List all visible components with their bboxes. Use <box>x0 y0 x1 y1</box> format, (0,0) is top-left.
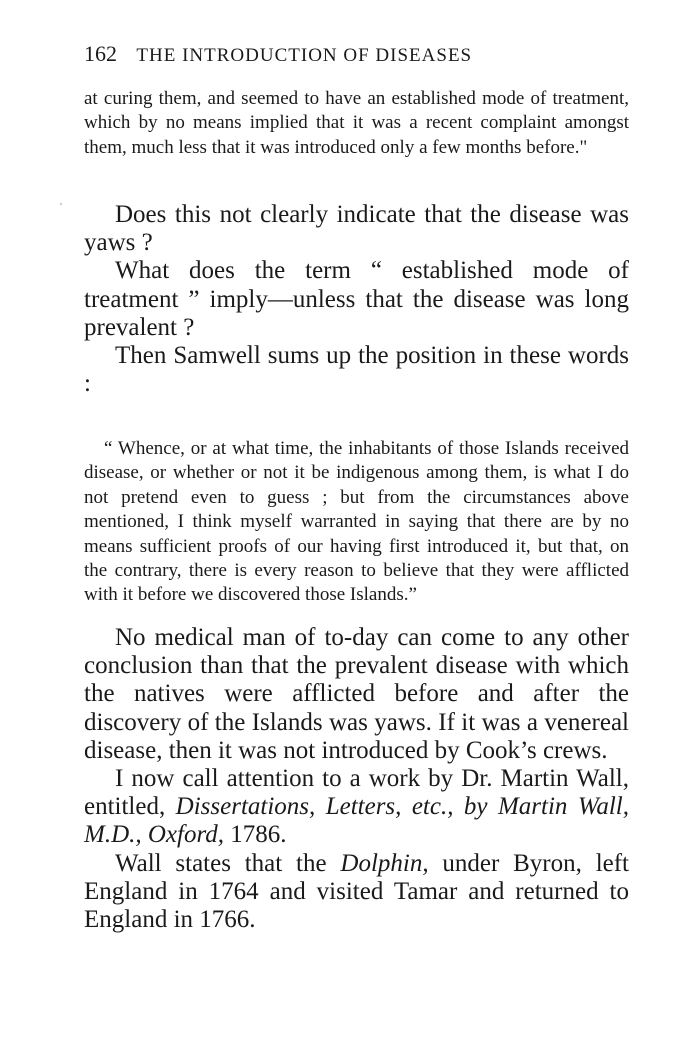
ship-name: Dolphin, <box>340 849 429 877</box>
paragraph: Then Samwell sums up the position in these words : <box>84 342 629 398</box>
running-header <box>84 41 644 67</box>
book-title: Dissertations, Letters, etc., by Martin Wall, M.D., Oxford, <box>84 793 629 849</box>
quote-continuation <box>84 87 629 160</box>
text-run: under Byron, left England in 1764 and visited Tamar and returned to England in 1766. <box>84 849 630 934</box>
page-number: 162 <box>84 41 117 66</box>
block-quote-text: “ Whence, or at what time, the inhabitants of those Islands received disease, or whether or not it be indigenous among them, is what I do not pretend even to guess ; but from the circumstances above mentioned, I think myself warranted in saying that there are by no means sufficient proofs of our having first introduced it, but that, on the contrary, there is every reason to believe that they were afflicted with it before we discovered those Islands.” <box>84 438 629 606</box>
stray-mark: ' <box>60 201 62 213</box>
body-section-1 <box>84 201 629 398</box>
paragraph <box>84 850 629 935</box>
quote-continuation-text: at curing them, and seemed to have an established mode of treatment, which by no means implied that it was a recent complaint amongst them, much less that it was introduced only a few months before." <box>84 88 629 158</box>
paragraph <box>84 765 629 850</box>
running-title: THE INTRODUCTION OF DISEASES <box>136 45 473 66</box>
text-run: Wall states that the <box>115 849 341 877</box>
text-run: 1786. <box>224 821 287 849</box>
text-run: I now call attention to a work by Dr. Martin Wall, entitled, <box>84 765 629 821</box>
paragraph: What does the term “ established mode of treatment ” imply—unless that the disease was long prevalent ? <box>84 257 629 341</box>
block-quote <box>84 437 629 608</box>
paragraph: No medical man of to-day can come to any other conclusion than that the prevalent disease with which the natives were afflicted before and after the discovery of the Islands was yaws. If it was a venereal disease, then it was not introduced by Cook’s crews. <box>84 624 629 764</box>
body-section-2 <box>84 624 629 934</box>
paragraph: Does this not clearly indicate that the disease was yaws ? <box>84 201 629 257</box>
